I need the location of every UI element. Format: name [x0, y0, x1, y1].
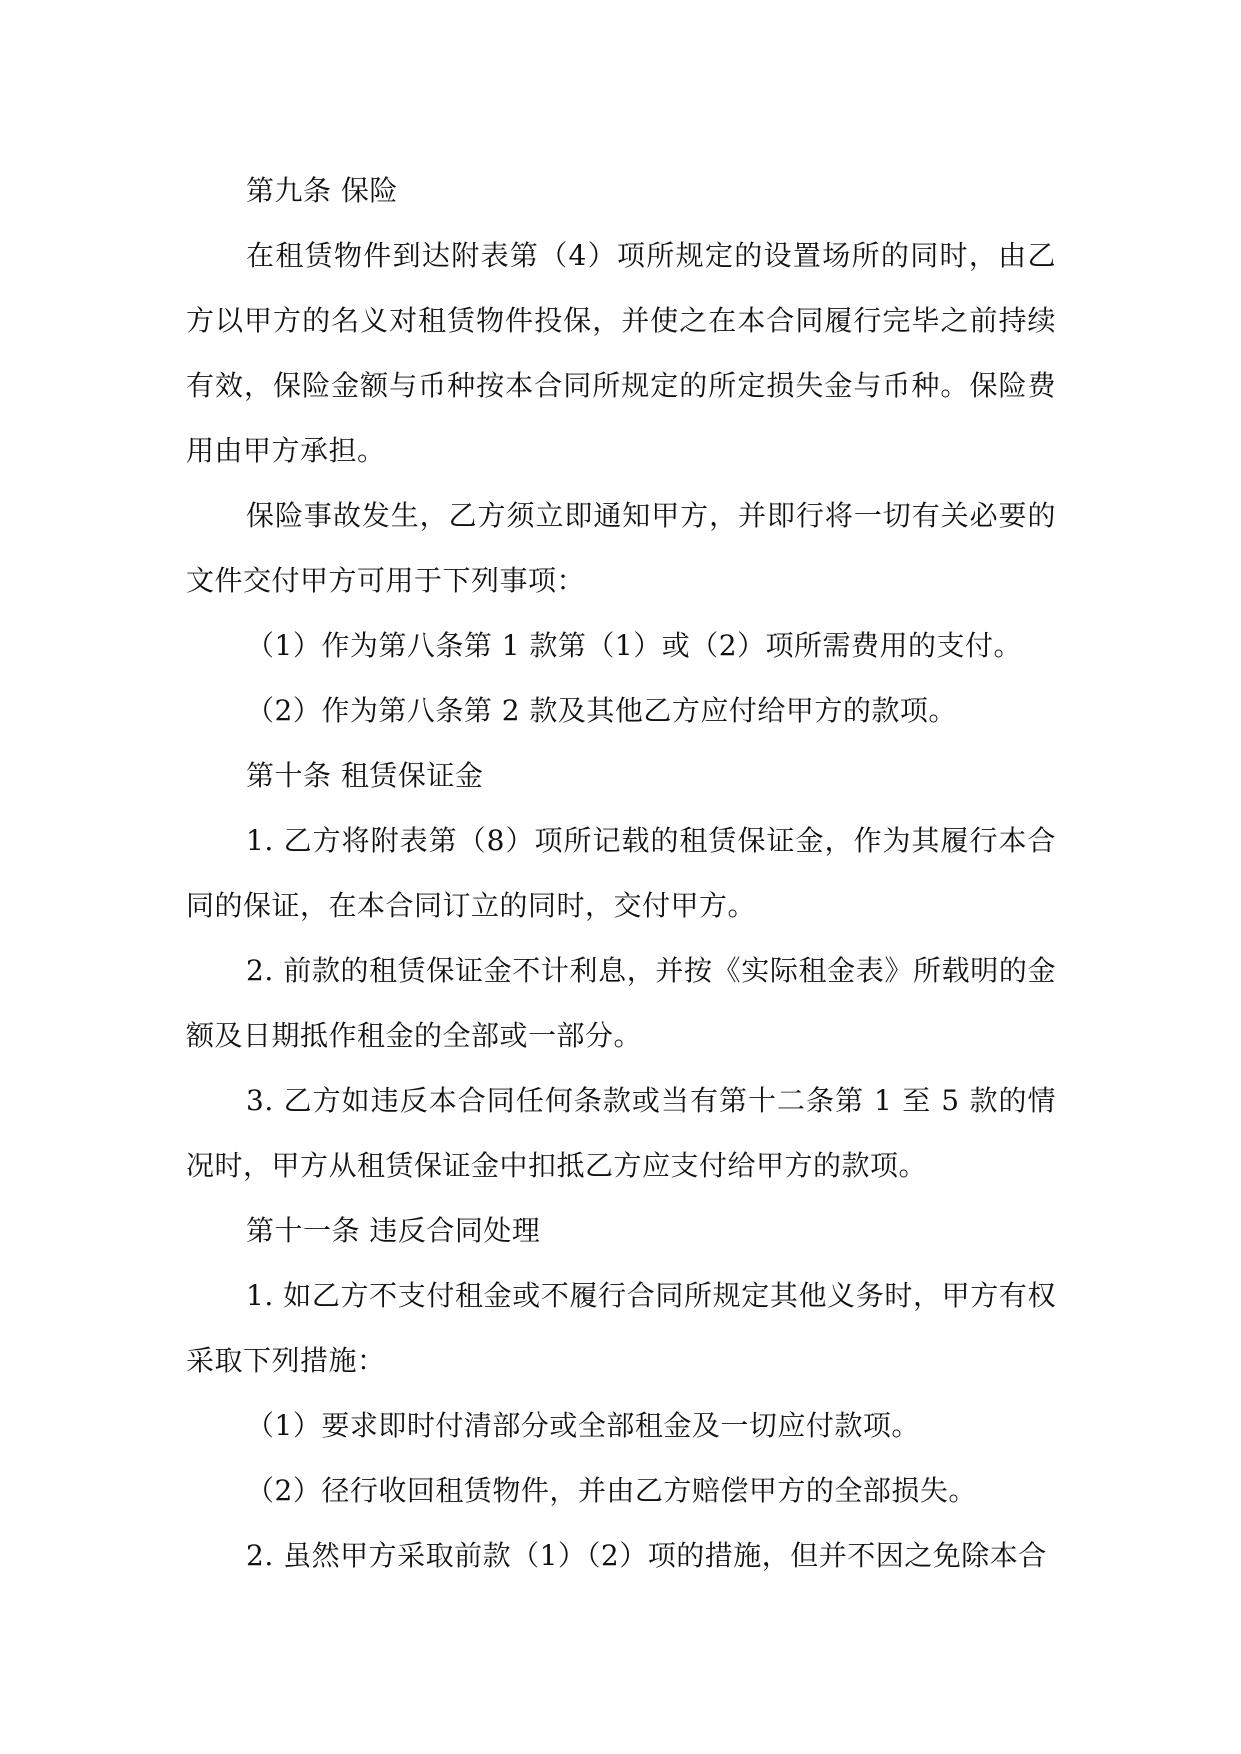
- article-10-paragraph-3: 3. 乙方如违反本合同任何条款或当有第十二条第 1 至 5 款的情况时，甲方从租赁保证金中扣抵乙方应支付给甲方的款项。: [186, 1084, 1056, 1182]
- article-9-item-1: （1）作为第八条第 1 款第（1）或（2）项所需费用的支付。: [246, 629, 1023, 662]
- article-11-title: 第十一条 违反合同处理: [246, 1214, 541, 1247]
- article-10-paragraph-2: 2. 前款的租赁保证金不计利息，并按《实际租金表》所载明的金额及日期抵作租金的全部或一部分。: [186, 954, 1056, 1052]
- article-9-item-2: （2）作为第八条第 2 款及其他乙方应付给甲方的款项。: [246, 694, 957, 727]
- article-11-item-2: （2）径行收回租赁物件，并由乙方赔偿甲方的全部损失。: [246, 1474, 977, 1507]
- article-9-title: 第九条 保险: [246, 174, 398, 207]
- document-body: [186, 158, 1056, 1588]
- article-10-title: 第十条 租赁保证金: [246, 759, 484, 792]
- article-10-paragraph-1: 1. 乙方将附表第（8）项所记载的租赁保证金，作为其履行本合同的保证，在本合同订立的同时，交付甲方。: [186, 824, 1056, 922]
- article-11-paragraph-1: 1. 如乙方不支付租金或不履行合同所规定其他义务时，甲方有权采取下列措施：: [186, 1279, 1056, 1377]
- article-11-paragraph-2: 2. 虽然甲方采取前款（1）（2）项的措施，但并不因之免除本合: [246, 1539, 1047, 1572]
- article-11-item-1: （1）要求即时付清部分或全部租金及一切应付款项。: [246, 1409, 920, 1442]
- article-9-paragraph-1: 在租赁物件到达附表第（4）项所规定的设置场所的同时，由乙方以甲方的名义对租赁物件投保，并使之在本合同履行完毕之前持续有效，保险金额与币种按本合同所规定的所定损失金与币种。保险费用由甲方承担。: [186, 239, 1056, 467]
- article-9-paragraph-2: 保险事故发生，乙方须立即通知甲方，并即行将一切有关必要的文件交付甲方可用于下列事项：: [186, 499, 1056, 597]
